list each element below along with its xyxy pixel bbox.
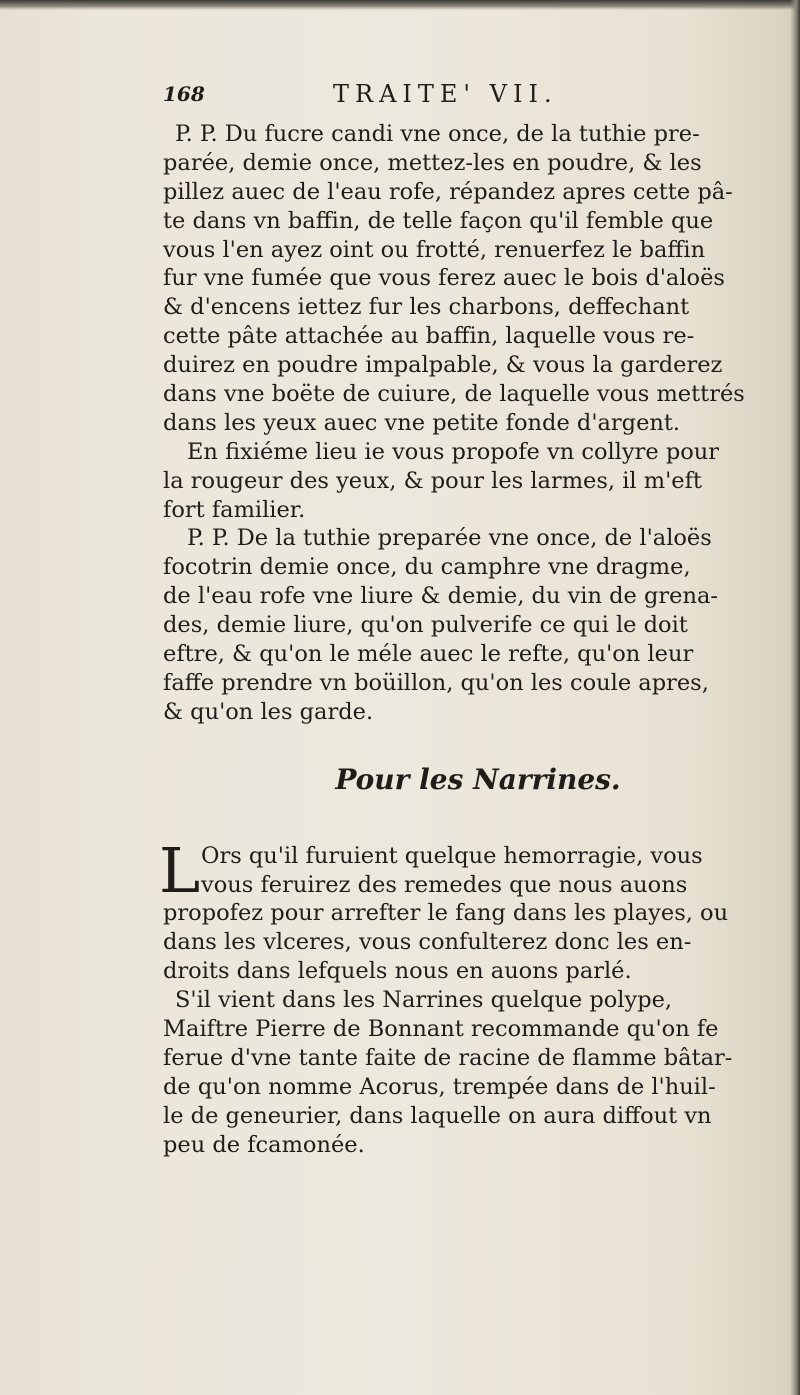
text-line: P. P. Du fucre candi vne once, de la tuthie pre-: [175, 121, 700, 147]
page-top-edge-shadow: [0, 0, 800, 10]
text-line: ferue d'vne tante faite de racine de flamme bâtar-: [163, 1044, 733, 1071]
text-line: focotrin demie once, du camphre vne dragme,: [163, 554, 691, 581]
text-line: dans vne boëte de cuiure, de laquelle vous mettrés: [163, 381, 745, 408]
text-line: Maiftre Pierre de Bonnant recommande qu'on fe: [163, 1016, 719, 1043]
text-line: faffe prendre vn boüillon, qu'on les coule apres,: [163, 669, 709, 696]
text-line: P. P. De la tuthie preparée vne once, de l'aloës: [187, 525, 712, 552]
running-head: [163, 80, 773, 120]
text-line: des, demie liure, qu'on pulverife ce qui le doit: [163, 612, 688, 639]
text-line: parée, demie once, mettez-les en poudre, & les: [163, 149, 702, 176]
text-line: duirez en poudre impalpable, & vous la garderez: [163, 352, 723, 379]
section-heading: Pour les Narrines.: [335, 762, 621, 796]
paragraph-2: [163, 438, 773, 525]
text-block: [159, 80, 773, 1160]
page-number: 168: [163, 82, 205, 106]
text-line: peu de fcamonée.: [163, 1131, 365, 1158]
text-line: fort familier.: [163, 496, 306, 523]
text-line: droits dans lefquels nous en auons parlé.: [163, 958, 632, 985]
running-title: TRAITE' VII.: [333, 80, 558, 108]
text-line: & qu'on les garde.: [163, 698, 374, 725]
paragraph-1: [163, 120, 773, 438]
text-line: S'il vient dans les Narrines quelque polype,: [175, 987, 673, 1014]
paragraph-3: [163, 524, 773, 726]
text-line: de qu'on nomme Acorus, trempée dans de l'huil-: [163, 1073, 716, 1100]
drop-cap: L: [159, 833, 201, 907]
text-line: & d'encens iettez fur les charbons, deffechant: [163, 294, 690, 321]
text-line: dans les yeux auec vne petite fonde d'argent.: [163, 409, 681, 436]
text-line: pillez auec de l'eau rofe, répandez apres cette pâ-: [163, 178, 733, 205]
text-line: la rougeur des yeux, & pour les larmes, il m'eft: [163, 467, 702, 494]
text-line: de l'eau rofe vne liure & demie, du vin de grena-: [163, 583, 718, 610]
text-line: eftre, & qu'on le méle auec le refte, qu'on leur: [163, 641, 694, 668]
text-line: te dans vn baffin, de telle façon qu'il femble que: [163, 207, 714, 234]
text-line: cette pâte attachée au baffin, laquelle vous re-: [163, 323, 695, 350]
text-line: fur vne fumée que vous ferez auec le bois d'aloës: [163, 265, 725, 292]
text-line: vous l'en ayez oint ou frotté, renuerfez le baffin: [163, 236, 706, 263]
text-line: En fixiéme lieu ie vous propofe vn collyre pour: [187, 438, 720, 465]
page-gutter-shadow: [790, 0, 800, 1395]
text-line: vous feruirez des remedes que nous auons: [201, 871, 688, 898]
text-line: propofez pour arrefter le fang dans les playes, ou: [163, 900, 729, 927]
text-line: Ors qu'il furuient quelque hemorragie, vous: [201, 842, 703, 869]
section-paragraph-2: [163, 986, 773, 1159]
text-line: dans les vlceres, vous confulterez donc les en-: [163, 929, 692, 956]
text-line: le de geneurier, dans laquelle on aura diffout vn: [163, 1102, 712, 1129]
section-paragraph-1: [159, 833, 773, 986]
